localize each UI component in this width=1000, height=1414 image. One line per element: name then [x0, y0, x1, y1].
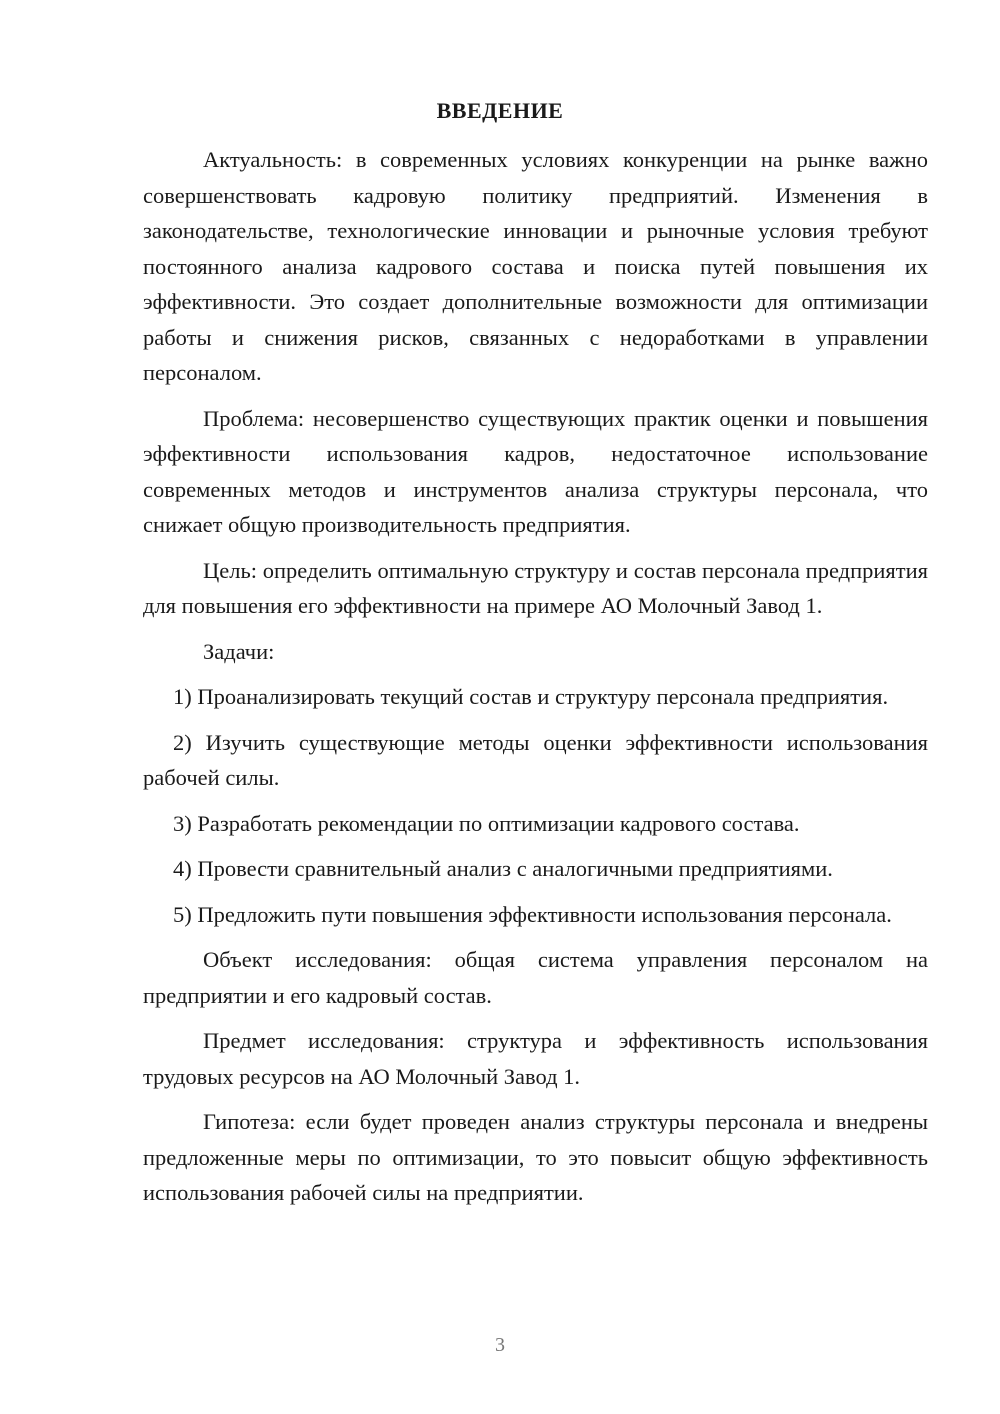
task-item-3: 3) Разработать рекомендации по оптимизации кадрового состава. [173, 810, 800, 836]
page-number: 3 [495, 1334, 505, 1356]
section-title: ВВЕДЕНИЕ [436, 98, 564, 123]
paragraph-relevance: Актуальность: в современных условиях конкуренции на рынке важно совершенствовать кадровую политику предприятий. Изменения в законодательстве, технологические инновации и рыночные условия требуют постоянного анализа кадрового состава и поиска путей повышения их эффективности. Это создает дополнительные возможности для оптимизации работы и снижения рисков, связанных с недоработками в управлении персоналом. [143, 147, 928, 385]
task-item-4: 4) Провести сравнительный анализ с аналогичными предприятиями. [173, 856, 833, 881]
task-item-2: 2) Изучить существующие методы оценки эффективности использования рабочей силы. [143, 729, 928, 790]
paragraph-tasks-heading: Задачи: [203, 638, 275, 664]
paragraph-hypothesis: Гипотеза: если будет проведен анализ структуры персонала и внедрены предложенные меры по оптимизации, то это повысит общую эффективность использования рабочей силы на предприятии. [143, 1109, 928, 1205]
document-body [143, 142, 928, 1221]
paragraph-subject: Предмет исследования: структура и эффективность использования трудовых ресурсов на АО Молочный Завод 1. [143, 1028, 928, 1089]
paragraph-goal: Цель: определить оптимальную структуру и состав персонала предприятия для повышения его эффективности на примере АО Молочный Завод 1. [143, 557, 928, 618]
paragraph-object: Объект исследования: общая система управления персоналом на предприятии и его кадровый состав. [143, 947, 928, 1008]
paragraph-problem: Проблема: несовершенство существующих практик оценки и повышения эффективности использования кадров, недостаточное использование современных методов и инструментов анализа структуры персонала, что снижает общую производительность предприятия. [143, 405, 928, 537]
task-item-1: 1) Проанализировать текущий состав и структуру персонала предприятия. [173, 684, 889, 709]
task-item-5: 5) Предложить пути повышения эффективности использования персонала. [173, 901, 892, 927]
